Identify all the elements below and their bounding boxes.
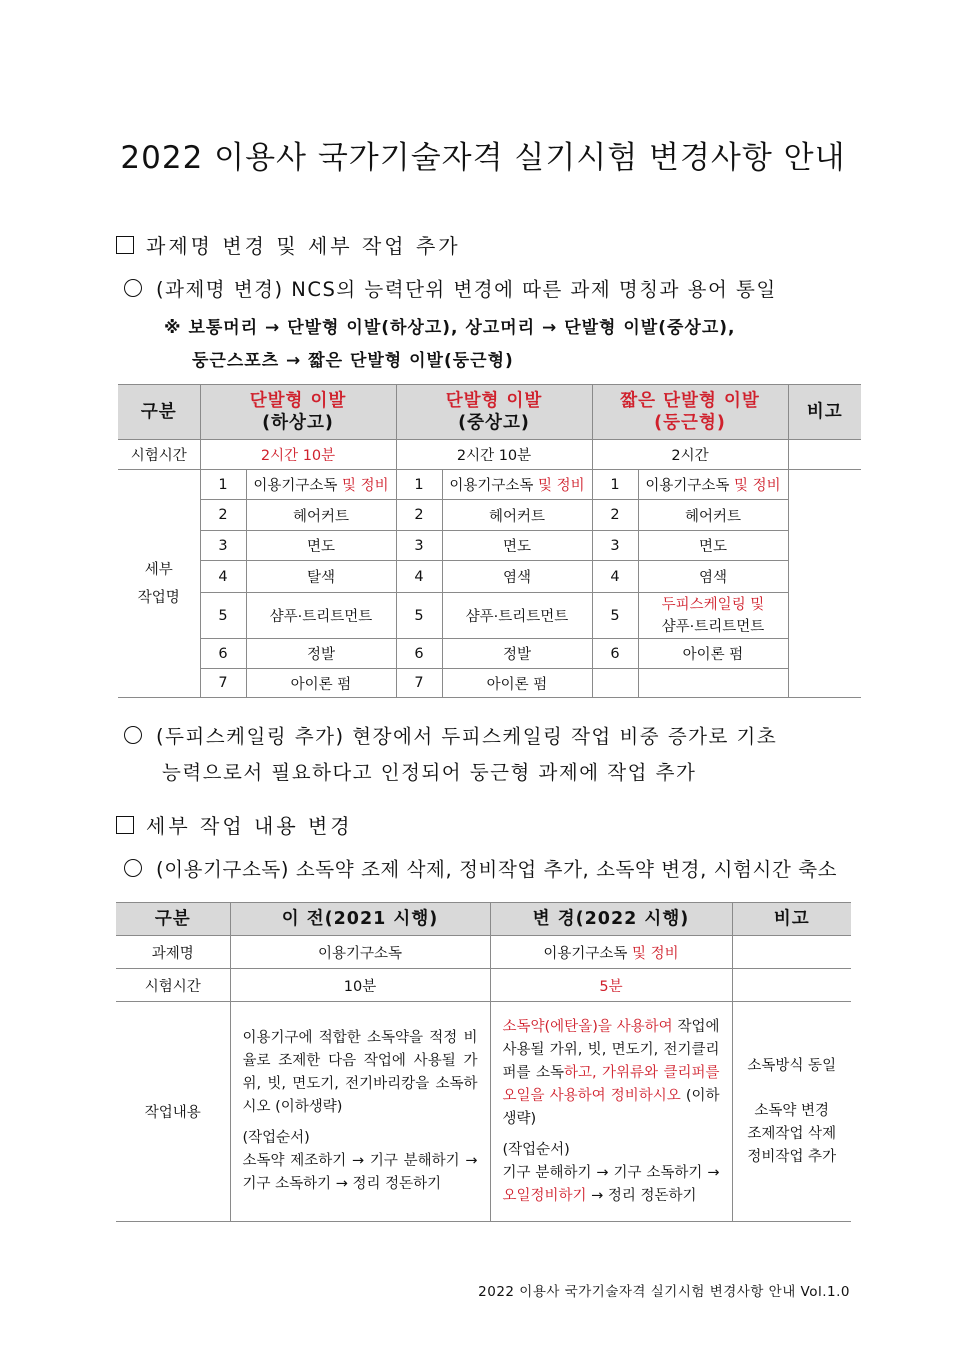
- task-cell: 면도: [246, 531, 396, 561]
- table-row: [116, 936, 851, 969]
- content-before-order: 소독약 제조하기 → 기구 분해하기 → 기구 소독하기 → 정리 정돈하기: [242, 1153, 478, 1192]
- remark-text: 소독약 변경: [754, 1102, 830, 1119]
- note-line-1: ※ 보통머리 → 단발형 이발(하상고), 상고머리 → 단발형 이발(중상고),: [164, 318, 736, 338]
- section-heading-text: 세부 작업 내용 변경: [146, 814, 353, 838]
- content-red: 오일정비하기: [502, 1187, 587, 1204]
- remark-text: 정비작업 추가: [747, 1148, 837, 1165]
- task-cell: 아이론 펌: [442, 669, 592, 698]
- bullet-scaling-added: [124, 721, 777, 749]
- time-after: 5분: [490, 969, 732, 1002]
- section-heading-text: 과제명 변경 및 세부 작업 추가: [146, 234, 461, 258]
- task-cell: 염색: [442, 561, 592, 593]
- task-number: 1: [592, 470, 638, 500]
- bullet-task-name-change: [124, 274, 777, 302]
- content-red: 하고, 가위류와 클리퍼를 오일을 사용하여 정비하시오: [502, 1064, 720, 1104]
- content-text: 작업에 사용될 가위, 빗, 면도기, 전기클리퍼를 소독: [502, 1018, 720, 1081]
- header-after: 변 경(2022 시행): [490, 903, 732, 936]
- table-row: [116, 969, 851, 1002]
- label-text: 작업명: [137, 589, 180, 606]
- task-number: 3: [200, 531, 246, 561]
- task-number: 1: [396, 470, 442, 500]
- task-number: 3: [396, 531, 442, 561]
- bullet-scaling-continued: 능력으로서 필요하다고 인정되어 둥근형 과제에 작업 추가: [162, 761, 697, 784]
- remark-cell: [788, 440, 861, 470]
- task-number: 3: [592, 531, 638, 561]
- task-cell: 헤어커트: [442, 500, 592, 531]
- task-text-red: 및 정비: [342, 478, 389, 494]
- header-text: 단발형 이발: [445, 391, 543, 411]
- header-text: 단발형 이발: [249, 391, 347, 411]
- header-category: 구분: [118, 385, 200, 440]
- content-after-order-label: (작업순서): [502, 1141, 570, 1158]
- header-subtext: (하상고): [262, 413, 334, 433]
- checkbox-square-icon: [116, 816, 134, 834]
- content-text: (이하생략): [502, 1087, 720, 1127]
- time-round: 2시간: [592, 440, 788, 470]
- task-number: 1: [200, 470, 246, 500]
- row-label-tasks: [118, 470, 200, 698]
- table-row: [118, 470, 861, 500]
- row-label-task: 과제명: [116, 936, 230, 969]
- header-short-mid: [396, 385, 592, 440]
- disinfection-comparison-table: [116, 902, 851, 1222]
- bullet-text: (이용기구소독) 소독약 조제 삭제, 정비작업 추가, 소독약 변경, 시험시간 축소: [156, 858, 838, 881]
- note-line-2: 둥근스포츠 → 짧은 단발형 이발(둥근형): [192, 351, 514, 371]
- task-text: 샴푸·트리트먼트: [661, 618, 765, 635]
- task-cell: 면도: [638, 531, 788, 561]
- task-text: 이용기구소독: [543, 945, 632, 962]
- task-cell: [638, 593, 788, 639]
- task-cell: 아이론 펌: [638, 639, 788, 669]
- content-red: 소독약(에탄올)을 사용하여: [502, 1018, 673, 1035]
- task-number: 2: [200, 500, 246, 531]
- header-remark: 비고: [732, 903, 851, 936]
- task-cell: 탈색: [246, 561, 396, 593]
- task-cell: 샴푸·트리트먼트: [442, 593, 592, 639]
- header-category: 구분: [116, 903, 230, 936]
- bullet-disinfection-change: [124, 854, 837, 882]
- task-cell: [442, 470, 592, 500]
- task-text-red: 및 정비: [632, 945, 679, 962]
- content-after-text: [503, 1016, 720, 1131]
- remark-text: 조제작업 삭제: [747, 1125, 837, 1142]
- time-short-low: 2시간 10분: [200, 440, 396, 470]
- table-row: [118, 500, 861, 531]
- task-text: 이용기구소독: [449, 478, 538, 494]
- task-text-red: 및 정비: [538, 478, 585, 494]
- table-header-row: [116, 903, 851, 936]
- task-cell: 아이론 펌: [246, 669, 396, 698]
- task-number: 2: [396, 500, 442, 531]
- table-row: [118, 561, 861, 593]
- task-cell: 헤어커트: [638, 500, 788, 531]
- row-label-time: 시험시간: [116, 969, 230, 1002]
- task-number: 7: [200, 669, 246, 698]
- remark-cell: [732, 969, 851, 1002]
- task-after: [490, 936, 732, 969]
- task-number: 5: [200, 593, 246, 639]
- time-short-mid: 2시간 10분: [396, 440, 592, 470]
- task-cell: [638, 470, 788, 500]
- table-row: [118, 593, 861, 639]
- content-text: → 정리 정돈하기: [586, 1187, 697, 1204]
- content-text: 기구 분해하기 → 기구 소독하기 →: [502, 1164, 720, 1181]
- bullet-text: (과제명 변경) NCS의 능력단위 변경에 따른 과제 명칭과 용어 통일: [156, 278, 777, 301]
- remark-text: 소독방식 동일: [747, 1057, 837, 1074]
- section-heading-detail-change: [116, 810, 353, 839]
- task-number: 6: [200, 639, 246, 669]
- task-before: 이용기구소독: [230, 936, 490, 969]
- circle-bullet-icon: [124, 726, 142, 744]
- content-remark: [732, 1002, 851, 1222]
- task-cell: 샴푸·트리트먼트: [246, 593, 396, 639]
- table-row: [118, 639, 861, 669]
- task-number: 5: [396, 593, 442, 639]
- task-cell: 면도: [442, 531, 592, 561]
- table-row: [118, 440, 861, 470]
- content-after: [490, 1002, 732, 1222]
- footer-text: 2022 이용사 국가기술자격 실기시험 변경사항 안내 Vol.1.0: [478, 1284, 850, 1300]
- time-before: 10분: [230, 969, 490, 1002]
- table-header-row: [118, 385, 861, 440]
- task-number: 7: [396, 669, 442, 698]
- header-remark: 비고: [788, 385, 861, 440]
- task-cell: 헤어커트: [246, 500, 396, 531]
- task-cell: 정발: [246, 639, 396, 669]
- task-number: 6: [592, 639, 638, 669]
- remark-cell: [788, 470, 861, 698]
- task-number: 4: [396, 561, 442, 593]
- header-subtext: (둥근형): [654, 413, 726, 433]
- task-text-red: 및 정비: [734, 478, 781, 494]
- content-before-order-label: (작업순서): [242, 1130, 310, 1146]
- header-short-low: [200, 385, 396, 440]
- task-cell: 염색: [638, 561, 788, 593]
- task-cell: [246, 470, 396, 500]
- task-text: 이용기구소독: [645, 478, 734, 494]
- page-title: 2022 이용사 국가기술자격 실기시험 변경사항 안내: [120, 140, 846, 176]
- task-number: 5: [592, 593, 638, 639]
- task-cell: 정발: [442, 639, 592, 669]
- task-number: 2: [592, 500, 638, 531]
- task-number: 6: [396, 639, 442, 669]
- content-after-order: [503, 1162, 720, 1208]
- header-subtext: (중상고): [458, 413, 530, 433]
- table-row: [118, 531, 861, 561]
- header-before: 이 전(2021 시행): [230, 903, 490, 936]
- task-number: [592, 669, 638, 698]
- task-number: 4: [200, 561, 246, 593]
- task-comparison-table: [118, 384, 861, 698]
- label-text: 세부: [144, 561, 173, 578]
- task-text-red: 두피스케일링 및: [661, 596, 765, 613]
- checkbox-square-icon: [116, 236, 134, 254]
- remark-cell: [732, 936, 851, 969]
- row-label-content: 작업내용: [116, 1002, 230, 1222]
- circle-bullet-icon: [124, 859, 142, 877]
- header-very-short-round: [592, 385, 788, 440]
- header-text: 짧은 단발형 이발: [620, 391, 760, 411]
- task-number: 4: [592, 561, 638, 593]
- content-before: [230, 1002, 490, 1222]
- task-text: 이용기구소독: [253, 478, 342, 494]
- row-label-time: 시험시간: [118, 440, 200, 470]
- table-row: [116, 1002, 851, 1222]
- circle-bullet-icon: [124, 279, 142, 297]
- table-row: [118, 669, 861, 698]
- content-before-text: 이용기구에 적합한 소독약을 적정 비율로 조제한 다음 작업에 사용될 가위, 빗, 면도기, 전기바리캉을 소독하시오 (이하생략): [242, 1030, 478, 1115]
- task-cell: [638, 669, 788, 698]
- bullet-text: (두피스케일링 추가) 현장에서 두피스케일링 작업 비중 증가로 기초: [156, 725, 778, 748]
- section-heading-task-change: [116, 230, 461, 259]
